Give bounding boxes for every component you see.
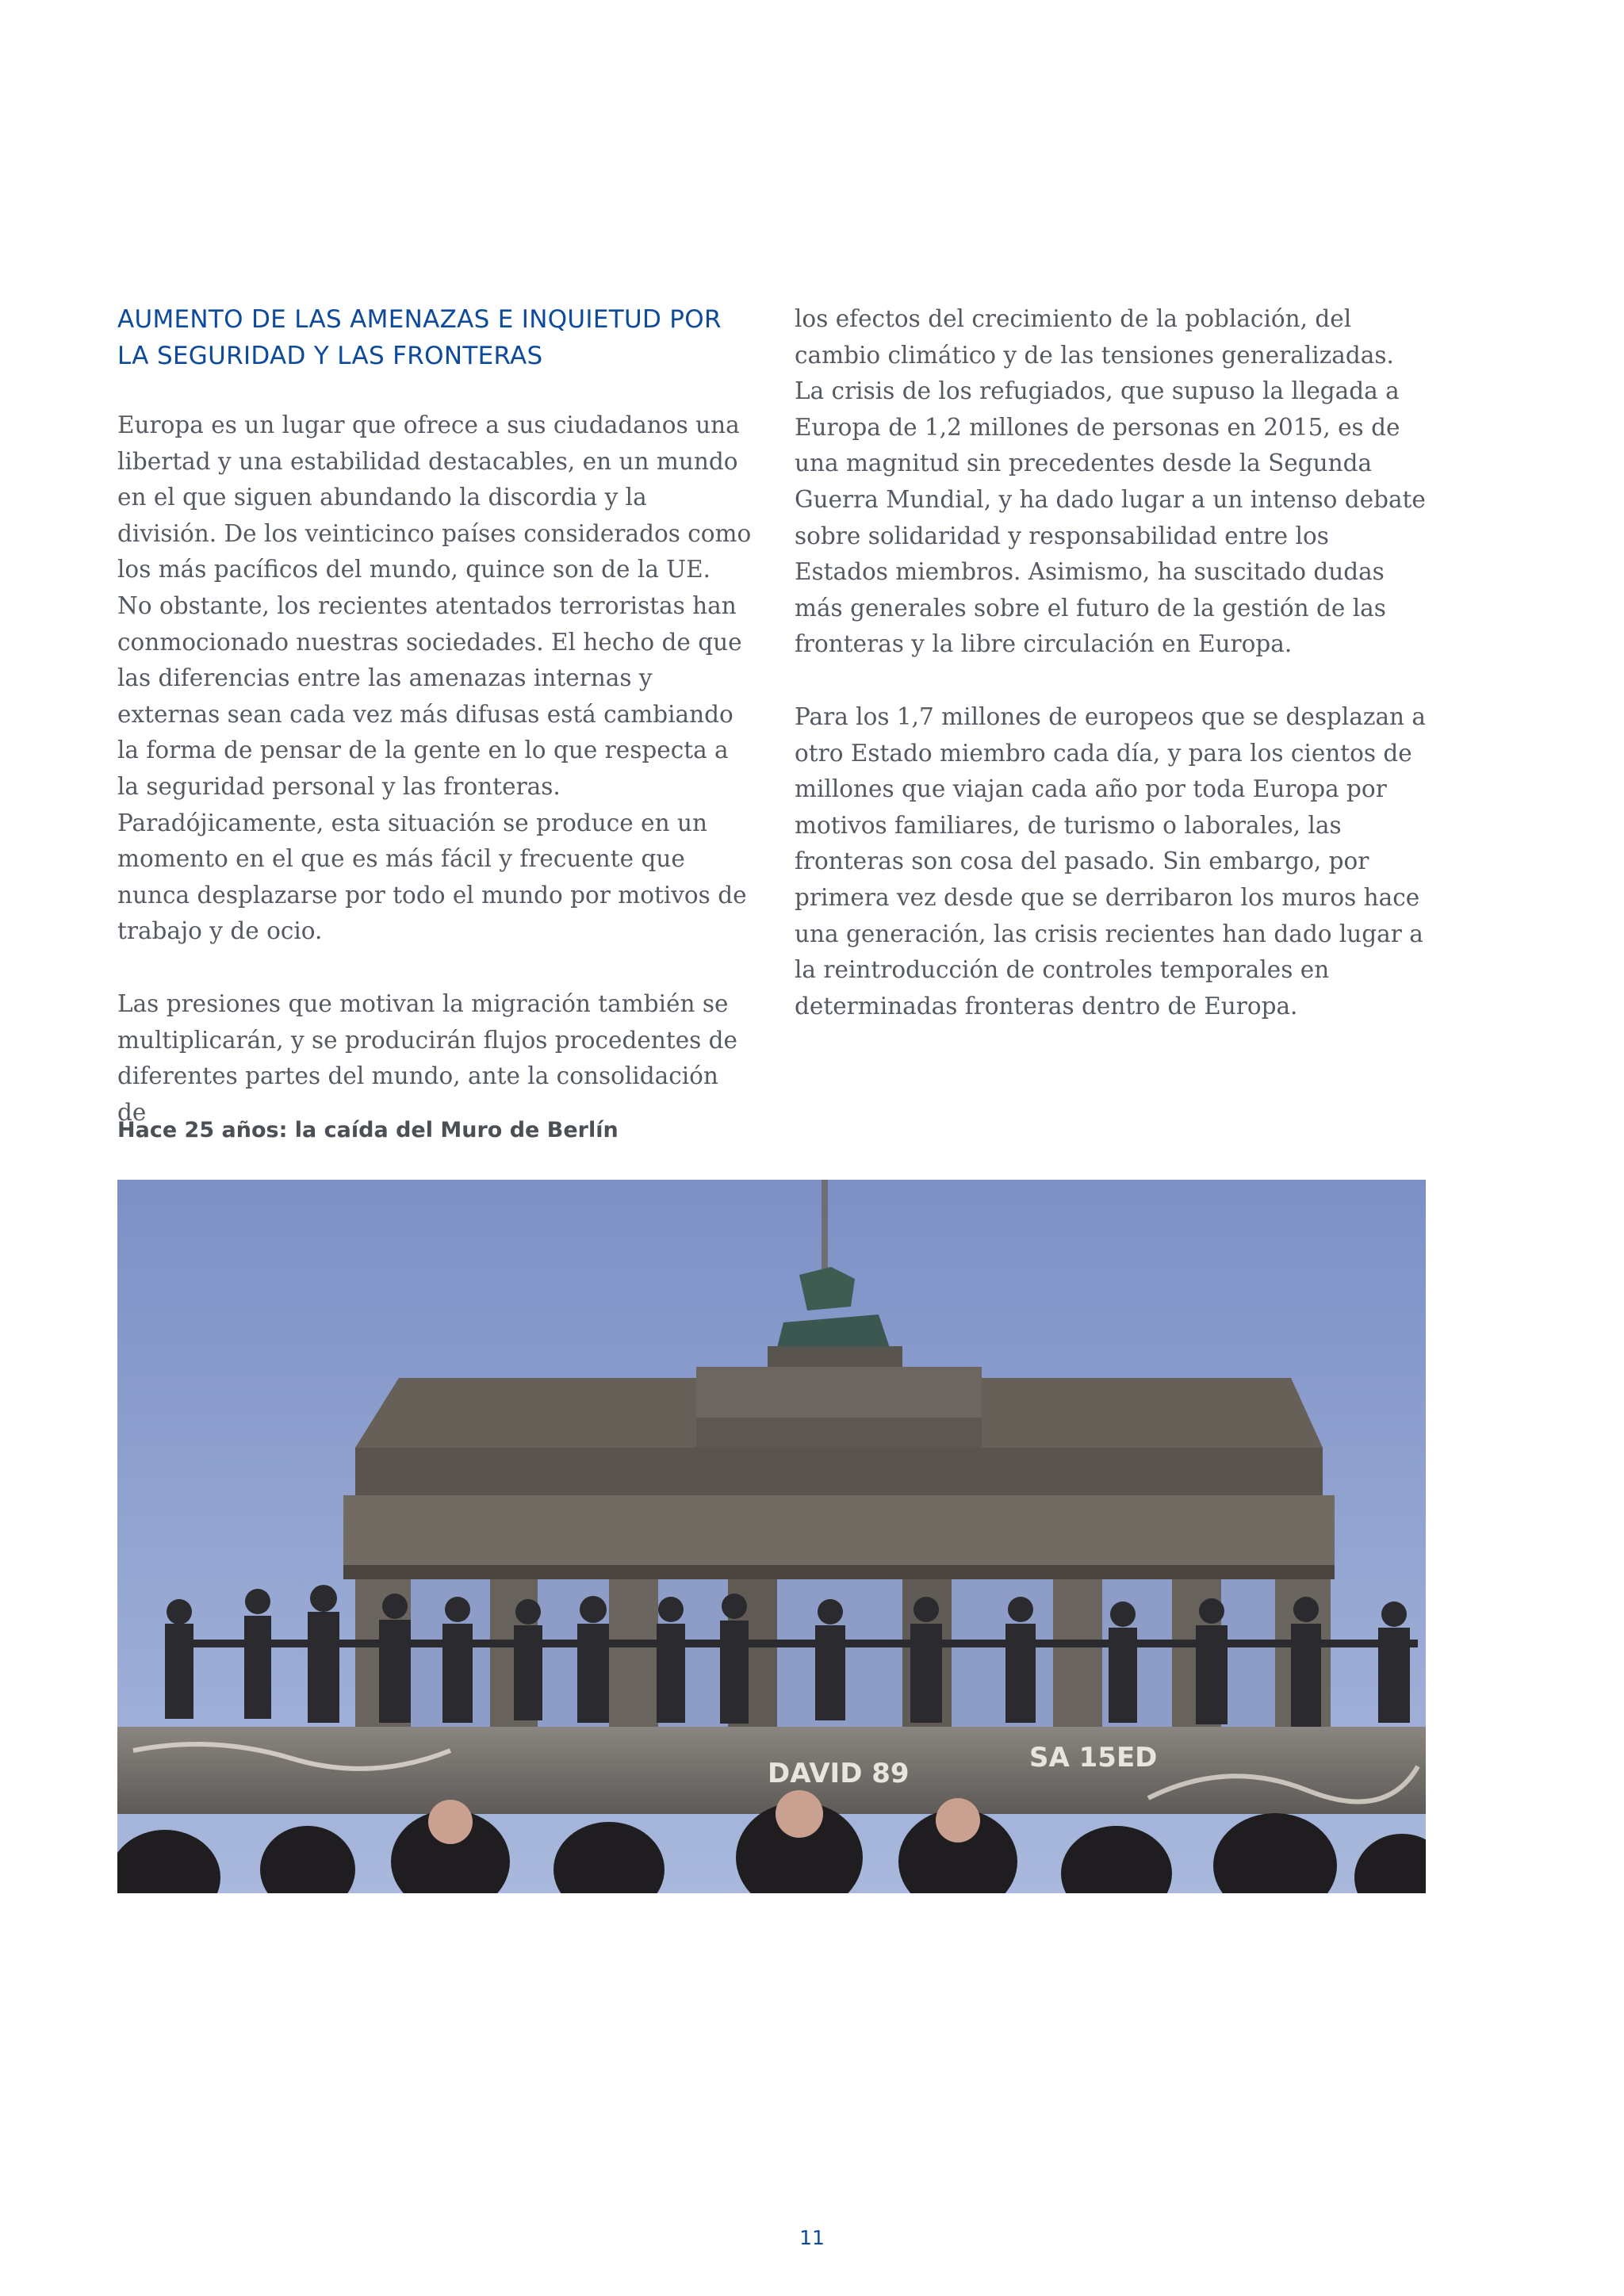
- right-column: [795, 301, 1429, 1061]
- graffiti-text-1: DAVID 89: [768, 1758, 910, 1789]
- figure-caption: Hace 25 años: la caída del Muro de Berlín: [117, 1118, 619, 1142]
- body-paragraph-1: Europa es un lugar que ofrece a sus ciudadanos una libertad y una estabilidad destacables, en un mundo en el que siguen abundando la discordia y la división. De los veinticinco países considerados como los más pacíficos del mundo, quince son de la UE. No obstante, los recientes atentados terroristas han conmocionado nuestras sociedades. El hecho de que las diferencias entre las amenazas internas y externas sean cada vez más difusas está cambiando la forma de pensar de la gente en lo que respecta a la seguridad personal y las fronteras. Paradójicamente, esta situación se produce en un momento en el que es más fácil y frecuente que nunca desplazarse por todo el mundo por motivos de trabajo y de ocio.: [117, 411, 752, 945]
- left-column: [117, 301, 752, 1167]
- body-paragraph-4: Para los 1,7 millones de europeos que se desplazan a otro Estado miembro cada día, y para los cientos de millones que viajan cada año por toda Europa por motivos familiares, de turismo o laborales, las fronteras son cosa del pasado. Sin embargo, por primera vez desde que se derribaron los muros hace una generación, las crisis recientes han dado lugar a la reintroducción de controles temporales en determinadas fronteras dentro de Europa.: [795, 702, 1427, 1020]
- graffiti-text-2: SA 15ED: [1029, 1742, 1158, 1774]
- body-paragraph-3: los efectos del crecimiento de la población, del cambio climático y de las tensiones generalizadas. La crisis de los refugiados, que supuso la llegada a Europa de 1,2 millones de personas en 2015, es de una magnitud sin precedentes desde la Segunda Guerra Mundial, y ha dado lugar a un intenso debate sobre solidaridad y responsabilidad entre los Estados miembros. Asimismo, ha suscitado dudas más generales sobre el futuro de la gestión de las fronteras y la libre circulación en Europa.: [795, 305, 1426, 658]
- body-paragraph-2: Las presiones que motivan la migración también se multiplicarán, y se producirán flujos procedentes de diferentes partes del mundo, ante la consolidación de: [117, 989, 738, 1126]
- berlin-wall-photo: [117, 1180, 1426, 1893]
- section-heading: AUMENTO DE LAS AMENAZAS E INQUIETUD POR LA SEGURIDAD Y LAS FRONTERAS: [117, 305, 722, 370]
- page-number: 11: [799, 2226, 825, 2249]
